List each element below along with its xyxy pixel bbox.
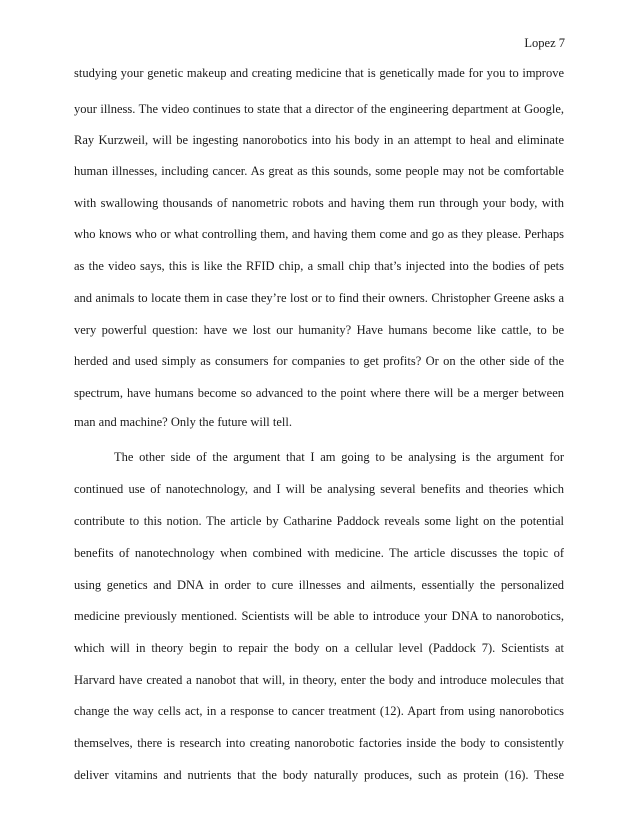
- text-line: human illnesses, including cancer. As great as this sounds, some people may not be comfortable: [74, 164, 564, 178]
- running-head: Lopez 7: [524, 36, 565, 50]
- paragraph-first-line: The other side of the argument that I am going to be analysing is the argument for: [114, 450, 564, 464]
- text-line: as the video says, this is like the RFID chip, a small chip that’s injected into the bodies of pets: [74, 259, 564, 273]
- text-line: very powerful question: have we lost our humanity? Have humans become like cattle, to be: [74, 323, 564, 337]
- text-line: Ray Kurzweil, will be ingesting nanorobotics into his body in an attempt to heal and eliminate: [74, 133, 564, 147]
- text-line: spectrum, have humans become so advanced to the point where there will be a merger between: [74, 386, 564, 400]
- text-line: change the way cells act, in a response to cancer treatment (12). Apart from using nanorobotics: [74, 704, 564, 718]
- text-line: themselves, there is research into creating nanorobotic factories inside the body to consistently: [74, 736, 564, 750]
- text-line: using genetics and DNA in order to cure illnesses and ailments, essentially the personalized: [74, 578, 564, 592]
- text-line: medicine previously mentioned. Scientists will be able to introduce your DNA to nanorobotics,: [74, 609, 564, 623]
- text-line: studying your genetic makeup and creating medicine that is genetically made for you to improve: [74, 66, 564, 80]
- text-line: benefits of nanotechnology when combined with medicine. The article discusses the topic of: [74, 546, 564, 560]
- text-line: and animals to locate them in case they’re lost or to find their owners. Christopher Greene asks a: [74, 291, 564, 305]
- text-line: continued use of nanotechnology, and I will be analysing several benefits and theories which: [74, 482, 564, 496]
- text-line: who knows who or what controlling them, and having them come and go as they please. Perhaps: [74, 227, 564, 241]
- text-line: herded and used simply as consumers for companies to get profits? Or on the other side of the: [74, 354, 564, 368]
- text-line: Harvard have created a nanobot that will, in theory, enter the body and introduce molecules that: [74, 673, 564, 687]
- text-line: which will in theory begin to repair the body on a cellular level (Paddock 7). Scientists at: [74, 641, 564, 655]
- text-line: contribute to this notion. The article by Catharine Paddock reveals some light on the potential: [74, 514, 564, 528]
- text-line: man and machine? Only the future will tell.: [74, 415, 292, 429]
- text-line: your illness. The video continues to state that a director of the engineering department at Google,: [74, 102, 564, 116]
- text-line: deliver vitamins and nutrients that the body naturally produces, such as protein (16). These: [74, 768, 564, 782]
- text-line: with swallowing thousands of nanometric robots and having them run through your body, with: [74, 196, 564, 210]
